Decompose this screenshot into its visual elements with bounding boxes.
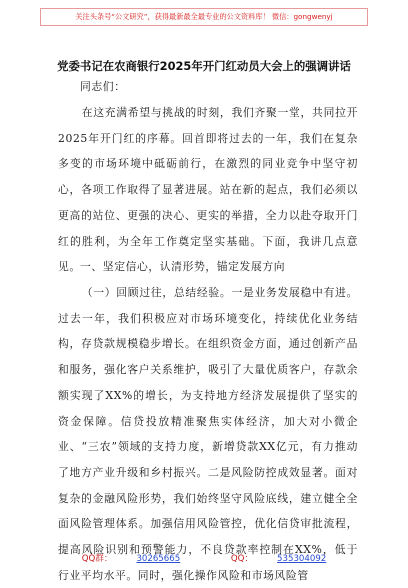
salutation: 同志们：: [80, 80, 126, 93]
promo-banner: 关注头条号“公文研究”，获得最新最全最专业的公文资料库！ 微信：gongwenyj: [40, 8, 368, 26]
qq-number[interactable]: 535304092: [277, 554, 327, 564]
contact-footer: [0, 549, 408, 569]
document-title: 党委书记在农商银行2025年开门红动员大会上的强调讲话: [57, 59, 351, 73]
top-strip: [0, 0, 408, 28]
qq-contact: QQ： 535304092: [230, 554, 327, 564]
paragraph-intro: 在这充满希望与挑战的时刻，我们齐聚一堂，共同拉开2025年开门红的序幕。回首即将过去的一年，我们在复杂多变的市场环境中砥砺前行，在激烈的同业竞争中坚守初心，各项工作取得了显著进展。站在新的起点，我们必须以更高的站位、更强的决心、更实的举措，全力以赴夺取开门红的胜利，为全年工作奠定坚实基础。下面，我讲几点意见。: [58, 106, 358, 274]
qq-group-number[interactable]: 30265665: [136, 554, 181, 564]
paragraph-review: （一）回顾过往，总结经验。一是业务发展稳中有进。过去一年，我们积极应对市场环境变化，持续优化业务结构，存贷款规模稳步增长。在组织资金方面，通过创新产品和服务，强化客户关系维护，吸引了大量优质客户，存款余额实现了XX%的增长，为支持地方经济发展提供了坚实的资金保障。信贷投放精准聚焦实体经济，加大对小微企业、“三农”领域的支持力度，新增贷款XX亿元，有力推动了地方产业升级和乡村振兴。二是风险防控成效显著。面对复杂的金融风险形势，我们始终坚守风险底线，建立健全全面风险管理体系。加强信用风险管控，优化信贷审批流程，提高风险识别和预警能力，不良贷款率控制在XX%，低于行业平均水平。同时，强化操作风险和市场风险管: [58, 286, 358, 582]
qq-group: QQ群： 30265665: [81, 554, 181, 564]
section-heading-1: 一、坚定信心，认清形势，锚定发展方向: [80, 260, 286, 273]
